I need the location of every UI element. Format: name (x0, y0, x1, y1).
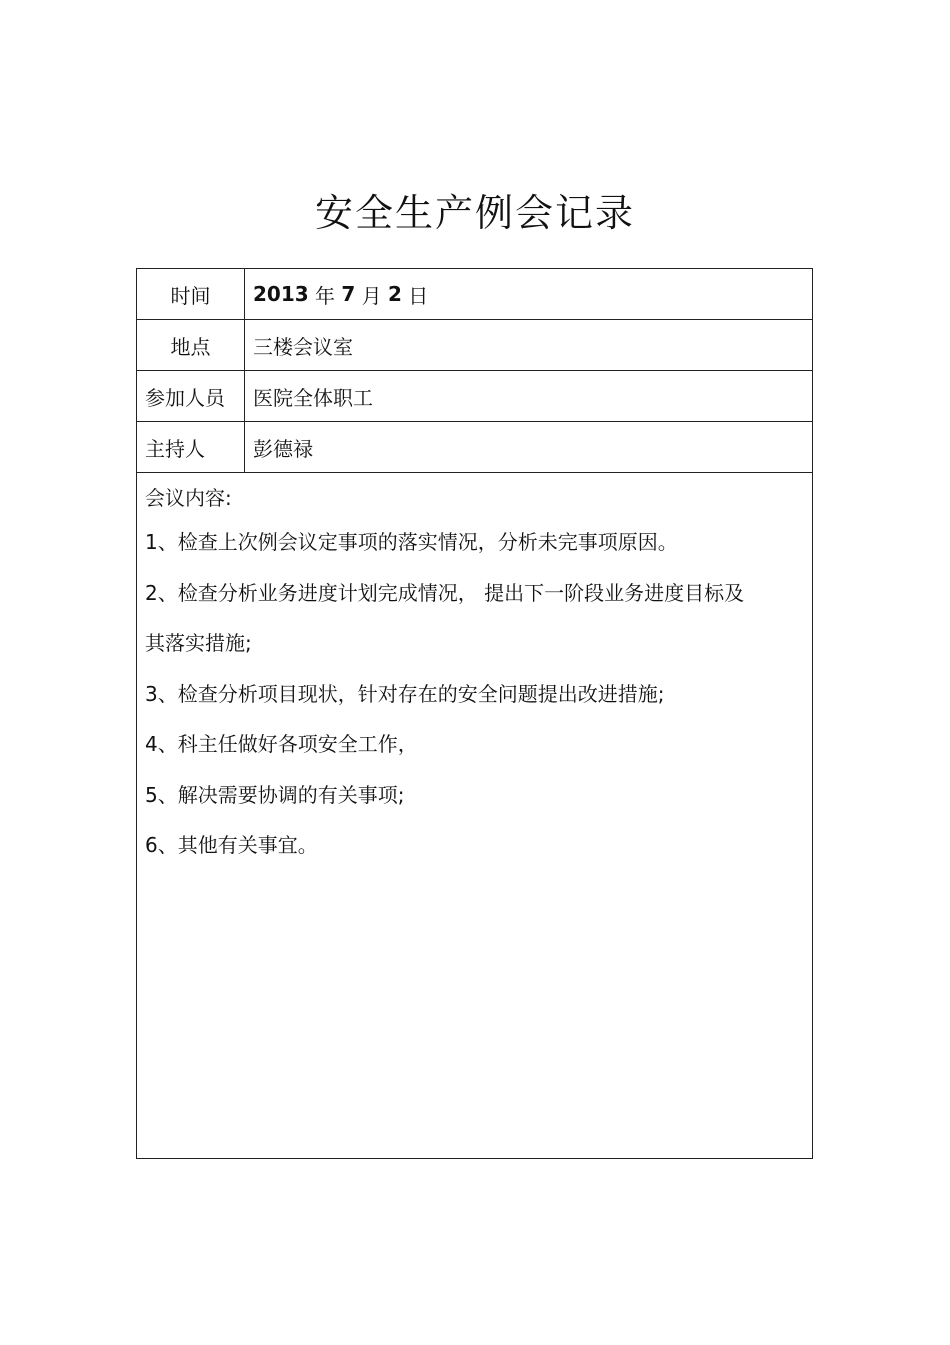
content-line: 5、解决需要协调的有关事项; (145, 782, 405, 807)
time-row (137, 269, 812, 320)
time-label: 时间 (137, 269, 245, 319)
day-unit: 日 (401, 283, 429, 308)
meeting-content (137, 473, 812, 871)
host-value: 彭德禄 (253, 436, 313, 461)
meeting-record-table (136, 268, 813, 1159)
year-number: 2013 (253, 282, 309, 306)
host-row (137, 422, 812, 473)
attendees-label: 参加人员 (137, 371, 245, 421)
month-unit: 月 (355, 283, 389, 308)
time-value (245, 269, 812, 319)
place-label: 地点 (137, 320, 245, 370)
year-unit: 年 (308, 283, 342, 308)
content-line: 3、检查分析项目现状，针对存在的安全问题提出改进措施; (145, 681, 665, 706)
content-line: 4、科主任做好各项安全工作， (145, 732, 418, 756)
content-line: 2、检查分析业务进度计划完成情况， 提出下一阶段业务进度目标及 (145, 580, 745, 605)
document-title: 安全生产例会记录 (314, 191, 635, 235)
place-value: 三楼会议室 (253, 334, 353, 359)
content-line: 1、检查上次例会议定事项的落实情况，分析未完事项原因。 (145, 530, 678, 554)
content-line: 6、其他有关事宜。 (145, 833, 318, 857)
day-number: 2 (388, 282, 402, 306)
place-row (137, 320, 812, 371)
content-heading: 会议内容: (145, 486, 232, 510)
content-line: 其落实措施; (145, 631, 252, 655)
host-label: 主持人 (137, 422, 245, 472)
attendees-value: 医院全体职工 (253, 385, 373, 410)
attendees-row (137, 371, 812, 422)
month-number: 7 (341, 282, 356, 306)
